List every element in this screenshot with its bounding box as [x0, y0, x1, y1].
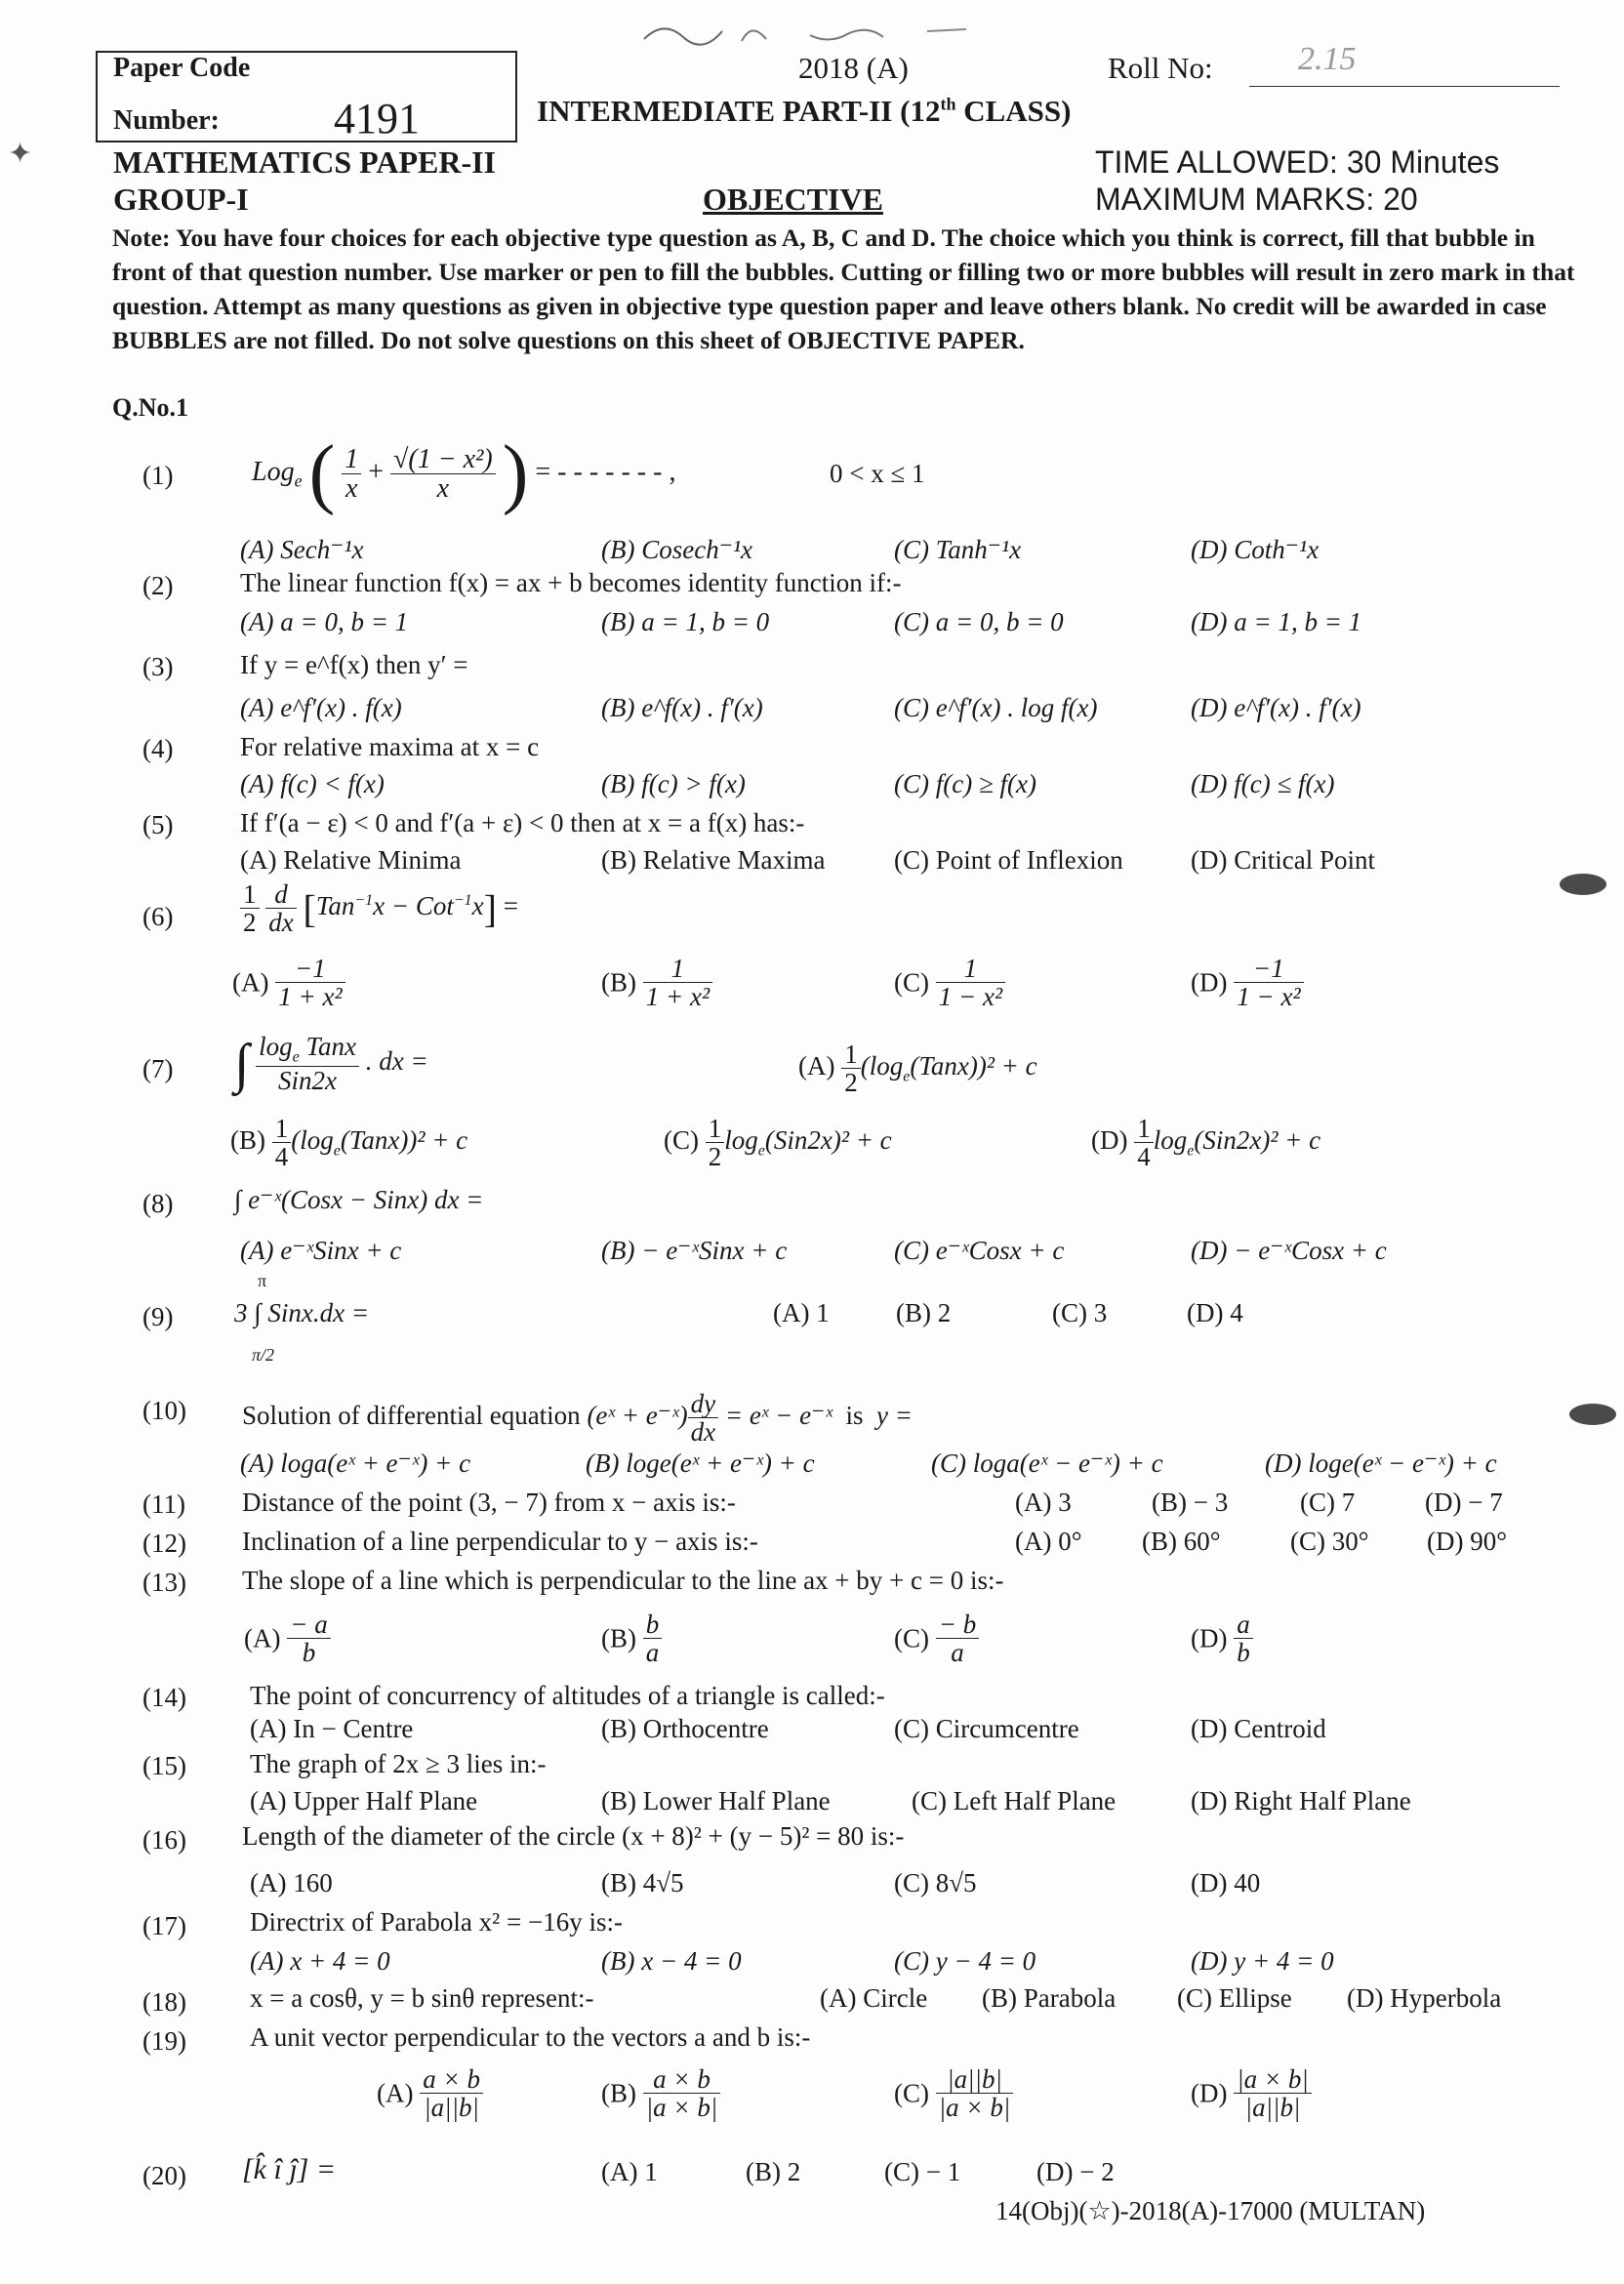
q19-option-a: (A) $\frac{a \times b}{|a||b|}$ [377, 2065, 483, 2122]
q20-option-a: (A) 1 [601, 2157, 658, 2186]
q13-option-c: (C) $\frac{- b}{a}$ [894, 1611, 979, 1667]
q9-text: 3 ∫ Sinx.dx = [234, 1298, 370, 1327]
q19-option-b: (B) $\frac{a \times b}{|a \times b|}$ [601, 2065, 720, 2122]
q14-text: The point of concurrency of altitudes of a triangle is called:- [250, 1681, 885, 1710]
q5-option-b: (B) Relative Maxima [601, 845, 826, 875]
q18-number: (18) [142, 1987, 186, 2017]
q15-option-d: (D) Right Half Plane [1191, 1786, 1411, 1815]
q4-option-c: (C) f(c) ≥ f(x) [894, 769, 1036, 798]
q19-option-d: (D) $\frac{|a \times b|}{|a||b|}$ [1191, 2065, 1312, 2122]
question-number-label: Q.No.1 [112, 393, 188, 422]
q10-option-d: (D) loge(eˣ − e⁻ˣ) + c [1265, 1448, 1497, 1478]
q19-text: A unit vector perpendicular to the vectors a and b is:- [250, 2022, 811, 2052]
q4-option-a: (A) f(c) < f(x) [240, 769, 385, 798]
time-allowed: TIME ALLOWED: 30 Minutes [1095, 144, 1500, 180]
section-title: OBJECTIVE [703, 182, 883, 217]
q11-number: (11) [142, 1489, 185, 1519]
q5-text: If f′(a − ε) < 0 and f′(a + ε) < 0 then at x = a f(x) has:- [240, 808, 805, 837]
q12-option-d: (D) 90° [1427, 1527, 1508, 1556]
q1-number: (1) [142, 461, 174, 490]
q11-option-c: (C) 7 [1300, 1488, 1356, 1517]
q5-option-d: (D) Critical Point [1191, 845, 1375, 875]
q6-option-a: (A) $\frac{-1}{\text{1 + x²}}$ [232, 955, 345, 1011]
q20-text: [k̂ î ĵ] = [242, 2153, 337, 2185]
q15-option-c: (C) Left Half Plane [912, 1786, 1116, 1815]
q13-number: (13) [142, 1568, 186, 1597]
q17-option-b: (B) x − 4 = 0 [601, 1946, 742, 1976]
q17-option-a: (A) x + 4 = 0 [250, 1946, 390, 1976]
q11-option-a: (A) 3 [1015, 1488, 1072, 1517]
q18-option-d: (D) Hyperbola [1347, 1983, 1502, 2013]
roll-label: Roll No: [1108, 51, 1213, 85]
subject-title: MATHEMATICS PAPER-II [113, 144, 496, 180]
q8-option-b: (B) − e⁻ˣSinx + c [601, 1236, 788, 1265]
q6-text: $\frac{1}{2}$ $\frac{d}{dx}$ [Tan$^{-1}$x − Cot$^{-1}$x] = [240, 880, 518, 937]
q14-option-d: (D) Centroid [1191, 1714, 1326, 1743]
q2-option-b: (B) a = 1, b = 0 [601, 607, 770, 636]
q20-option-c: (C) − 1 [884, 2157, 961, 2186]
q15-text: The graph of 2x ≥ 3 lies in:- [250, 1749, 547, 1778]
q11-option-b: (B) − 3 [1152, 1488, 1229, 1517]
roll-number-handwritten: 2.15 [1298, 41, 1357, 77]
q15-option-b: (B) Lower Half Plane [601, 1786, 831, 1815]
q5-option-a: (A) Relative Minima [240, 845, 462, 875]
q17-option-c: (C) y − 4 = 0 [894, 1946, 1036, 1976]
q9-option-d: (D) 4 [1187, 1298, 1243, 1327]
q3-text: If y = e^f(x) then y′ = [240, 650, 468, 679]
q9-number: (9) [142, 1302, 174, 1331]
q3-option-c: (C) e^f′(x) . log f(x) [894, 693, 1098, 722]
q12-option-a: (A) 0° [1015, 1527, 1082, 1556]
q2-number: (2) [142, 571, 174, 600]
scan-smudge-top [1560, 874, 1606, 895]
q3-number: (3) [142, 652, 174, 681]
q1-condition: 0 < x ≤ 1 [830, 459, 925, 488]
roll-underline [1249, 86, 1560, 87]
q4-option-d: (D) f(c) ≤ f(x) [1191, 769, 1335, 798]
q4-option-b: (B) f(c) > f(x) [601, 769, 746, 798]
q5-number: (5) [142, 810, 174, 839]
q13-option-b: (B) $\frac{b}{a}$ [601, 1611, 662, 1667]
q14-option-a: (A) In − Centre [250, 1714, 414, 1743]
q14-number: (14) [142, 1683, 186, 1712]
q11-text: Distance of the point (3, − 7) from x − axis is:- [242, 1488, 736, 1517]
q2-option-d: (D) a = 1, b = 1 [1191, 607, 1362, 636]
q6-option-b: (B) $\frac{1}{\text{1 + x²}}$ [601, 955, 712, 1011]
q16-number: (16) [142, 1825, 186, 1855]
q6-option-d: (D) $\frac{-1}{\text{1 − x²}}$ [1191, 955, 1304, 1011]
group-label: GROUP-I [113, 182, 249, 217]
q7-number: (7) [142, 1054, 174, 1083]
q8-option-d: (D) − e⁻ˣCosx + c [1191, 1236, 1387, 1265]
q4-text: For relative maxima at x = c [240, 732, 540, 761]
q13-option-d: (D) $\frac{a}{b}$ [1191, 1611, 1253, 1667]
paper-code-label: Paper Code [113, 53, 251, 83]
q6-number: (6) [142, 902, 174, 931]
q19-option-c: (C) $\frac{|a||b|}{|a \times b|}$ [894, 2065, 1013, 2122]
q8-text: ∫ e⁻ˣ(Cosx − Sinx) dx = [234, 1185, 484, 1214]
q16-option-a: (A) 160 [250, 1868, 333, 1897]
q9-option-a: (A) 1 [773, 1298, 830, 1327]
q18-option-c: (C) Ellipse [1177, 1983, 1292, 2013]
q1-option-a: (A) Sech⁻¹x [240, 535, 364, 564]
q18-option-b: (B) Parabola [982, 1983, 1116, 2013]
q18-text: x = a cosθ, y = b sinθ represent:- [250, 1983, 594, 2013]
q8-number: (8) [142, 1189, 174, 1218]
q20-option-b: (B) 2 [746, 2157, 801, 2186]
q1-option-c: (C) Tanh⁻¹x [894, 535, 1022, 564]
maximum-marks: MAXIMUM MARKS: 20 [1095, 182, 1418, 217]
q16-option-c: (C) 8√5 [894, 1868, 977, 1897]
q7-text: ∫ $\frac{\log_e Tanx}{\text{Sin2x}}$ . dx = [234, 1032, 428, 1096]
class-title: INTERMEDIATE PART-II (12th CLASS) [537, 94, 1072, 128]
q4-number: (4) [142, 734, 174, 763]
q20-number: (20) [142, 2161, 186, 2190]
q12-text: Inclination of a line perpendicular to y − axis is:- [242, 1527, 758, 1556]
q3-option-d: (D) e^f′(x) . f′(x) [1191, 693, 1361, 722]
paper-number: 4191 [334, 95, 420, 143]
q15-number: (15) [142, 1751, 186, 1780]
q7-option-d: (D) $\frac{1}{4}$ $\log_e(Sin2x)^2 + c$ [1091, 1114, 1321, 1172]
q12-option-c: (C) 30° [1290, 1527, 1369, 1556]
q3-option-b: (B) e^f(x) . f′(x) [601, 693, 763, 722]
q17-number: (17) [142, 1911, 186, 1940]
q17-text: Directrix of Parabola x² = −16y is:- [250, 1907, 623, 1937]
q11-option-d: (D) − 7 [1425, 1488, 1503, 1517]
q10-option-b: (B) loge(eˣ + e⁻ˣ) + c [586, 1448, 815, 1478]
q13-text: The slope of a line which is perpendicular to the line ax + by + c = 0 is:- [242, 1566, 1004, 1595]
q9-lower-limit: π/2 [252, 1345, 275, 1365]
q10-option-a: (A) loga(eˣ + e⁻ˣ) + c [240, 1448, 471, 1478]
q15-option-a: (A) Upper Half Plane [250, 1786, 478, 1815]
q10-option-c: (C) loga(eˣ − e⁻ˣ) + c [931, 1448, 1163, 1478]
q20-option-d: (D) − 2 [1036, 2157, 1115, 2186]
q13-option-a: (A) $\frac{- a}{b}$ [244, 1611, 331, 1667]
q16-option-b: (B) 4√5 [601, 1868, 684, 1897]
handwritten-scribble [634, 12, 986, 51]
q19-number: (19) [142, 2026, 186, 2056]
scan-smudge-bottom [1569, 1404, 1616, 1425]
q1-option-d: (D) Coth⁻¹x [1191, 535, 1320, 564]
q7-option-b: (B) $\frac{1}{4}$ $(\log_e(Tanx))^2 + c$ [230, 1114, 468, 1172]
exam-year: 2018 (A) [798, 51, 909, 85]
q8-option-c: (C) e⁻ˣCosx + c [894, 1236, 1065, 1265]
q12-option-b: (B) 60° [1142, 1527, 1221, 1556]
q7-option-c: (C) $\frac{1}{2}$ $\log_e(Sin2x)^2 + c$ [664, 1114, 892, 1172]
q9-upper-limit: π [258, 1271, 267, 1290]
q17-option-d: (D) y + 4 = 0 [1191, 1946, 1334, 1976]
q9-option-b: (B) 2 [896, 1298, 952, 1327]
number-label: Number: [113, 105, 220, 136]
q16-text: Length of the diameter of the circle (x + 8)² + (y − 5)² = 80 is:- [242, 1821, 905, 1851]
q5-option-c: (C) Point of Inflexion [894, 845, 1123, 875]
scan-mark: ✦ [8, 138, 33, 170]
footer-code: 14(Obj)(☆)-2018(A)-17000 (MULTAN) [995, 2196, 1426, 2225]
q14-option-b: (B) Orthocentre [601, 1714, 769, 1743]
q2-option-c: (C) a = 0, b = 0 [894, 607, 1064, 636]
q10-text: Solution of differential equation (eˣ + e⁻ˣ) $\frac{dy}{dx}$ = eˣ − e⁻ˣ is y = [242, 1389, 913, 1448]
q3-option-a: (A) e^f′(x) . f(x) [240, 693, 402, 722]
instructions-note: Note: You have four choices for each objective type question as A, B, C and D. The choice which you think is correct, fill that bubble in front of that question number. Use marker or pen to fill the bubbles. Cutting or filling two or more bubbles will result in zero mark in that question. Attempt as many questions as given in objective type question paper and leave others blank. No credit will be awarded in case BUBBLES are not filled. Do not solve questions on this sheet of OBJECTIVE PAPER. [112, 224, 1575, 354]
q7-option-a: (A) $\frac{1}{2}$ $(\log_e(Tanx))^2 + c$ [798, 1040, 1037, 1098]
q1-text: Log$_e$ ( $\frac{1}{x}$ + $\frac{\text{√(1 − x²)}}{x}$ ) = - - - - - - - , [252, 430, 676, 516]
q2-text: The linear function f(x) = ax + b becomes identity function if:- [240, 568, 902, 597]
q16-option-d: (D) 40 [1191, 1868, 1261, 1897]
q2-option-a: (A) a = 0, b = 1 [240, 607, 409, 636]
q10-number: (10) [142, 1396, 186, 1425]
q14-option-c: (C) Circumcentre [894, 1714, 1079, 1743]
q8-option-a: (A) e⁻ˣSinx + c [240, 1236, 402, 1265]
q1-option-b: (B) Cosech⁻¹x [601, 535, 753, 564]
q18-option-a: (A) Circle [820, 1983, 928, 2013]
q12-number: (12) [142, 1529, 186, 1558]
q6-option-c: (C) $\frac{1}{\text{1 − x²}}$ [894, 955, 1005, 1011]
q9-option-c: (C) 3 [1052, 1298, 1108, 1327]
